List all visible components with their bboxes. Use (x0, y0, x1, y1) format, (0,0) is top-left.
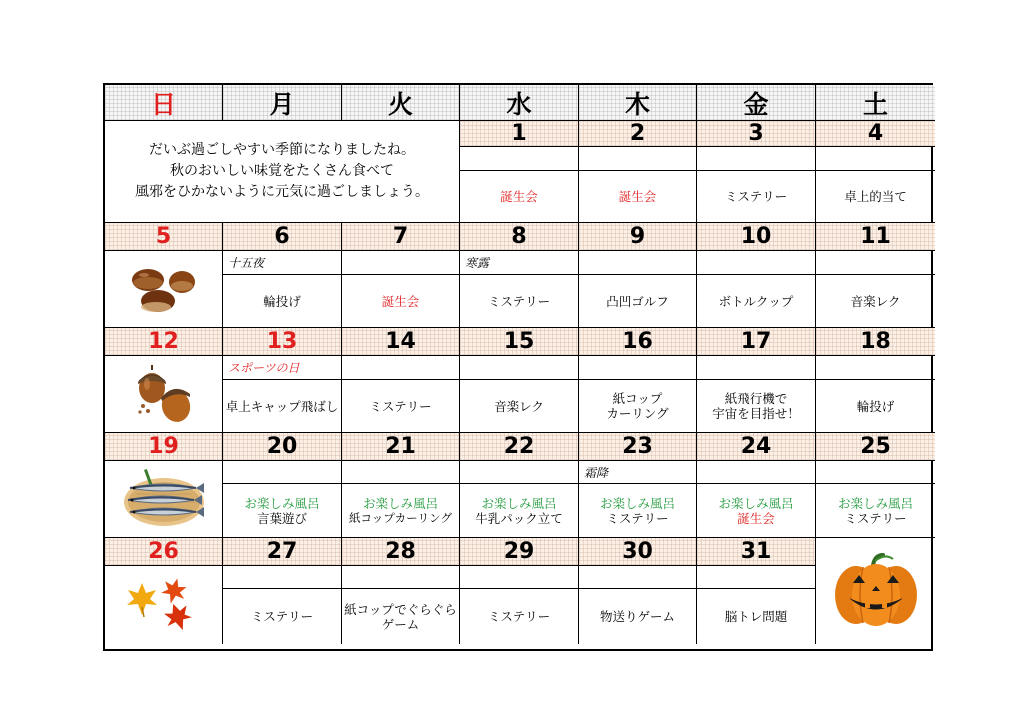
date-19: 19 (105, 433, 223, 461)
event-cell (816, 484, 935, 538)
event-cell (816, 380, 935, 433)
event-cell (460, 589, 579, 644)
event-cell: ボトルクップ (697, 275, 816, 328)
date-2: 2 (579, 121, 697, 147)
date-25: 25 (816, 433, 935, 461)
event-line: 紙コップでぐらぐら (344, 601, 457, 617)
event-cell (342, 380, 460, 433)
date-27: 27 (223, 538, 342, 566)
event-line: 言葉遊び (256, 510, 307, 526)
bath-label: お楽しみ風呂 (837, 495, 913, 511)
event-cell (342, 589, 460, 644)
note-cell (342, 356, 460, 380)
date-26: 26 (105, 538, 223, 566)
date-16: 16 (579, 328, 697, 356)
event-line: 輪投げ (856, 398, 895, 414)
event-cell (697, 589, 816, 644)
header-monday: 月 (223, 85, 342, 121)
bath-label: お楽しみ風呂 (599, 495, 675, 511)
note-cell (697, 461, 816, 484)
date-29: 29 (460, 538, 579, 566)
note-cell (697, 251, 816, 275)
note-cell (460, 147, 579, 171)
date-31: 31 (697, 538, 816, 566)
sanma-fish-icon (105, 461, 223, 538)
note-cell (223, 566, 342, 589)
event-cell (223, 380, 342, 433)
date-10: 10 (697, 223, 816, 251)
date-6: 6 (223, 223, 342, 251)
event-cell: 誕生会 (460, 171, 579, 223)
event-cell (579, 484, 697, 538)
note-sports-day: スポーツの日 (223, 356, 342, 380)
note-cell (460, 356, 579, 380)
date-9: 9 (579, 223, 697, 251)
note-cell (460, 461, 579, 484)
event-line: 物送りゲーム (599, 609, 675, 624)
event-cell: 卓上的当て (816, 171, 935, 223)
event-line: カーリング (606, 406, 669, 421)
note-cell (579, 356, 697, 380)
bath-label: お楽しみ風呂 (481, 495, 557, 511)
message-line: 秋のおいしい味覚をたくさん食べて (170, 163, 394, 179)
header-friday: 金 (697, 85, 816, 121)
event-line: 牛乳パック立て (475, 510, 563, 526)
date-28: 28 (342, 538, 460, 566)
note-cell (816, 461, 935, 484)
note-cell (223, 461, 342, 484)
note-kanro: 寒露 (460, 251, 579, 275)
note-soukou: 霜降 (579, 461, 697, 484)
date-18: 18 (816, 328, 935, 356)
greeting-message (105, 121, 460, 223)
event-cell (223, 589, 342, 644)
event-cell: 輪投げ (223, 275, 342, 328)
event-line: 紙飛行機で (724, 391, 788, 406)
date-12: 12 (105, 328, 223, 356)
note-cell (697, 356, 816, 380)
note-cell (579, 251, 697, 275)
event-cell (460, 380, 579, 433)
bath-label: お楽しみ風呂 (718, 495, 794, 511)
note-cell (816, 251, 935, 275)
note-jugoya: 十五夜 (223, 251, 342, 275)
bath-label: お楽しみ風呂 (244, 495, 320, 511)
event-line: 紙コップカーリング (349, 510, 452, 525)
date-1: 1 (460, 121, 579, 147)
event-cell (579, 589, 697, 644)
event-line: ミステリー (606, 510, 669, 526)
date-11: 11 (816, 223, 935, 251)
date-7: 7 (342, 223, 460, 251)
event-line: 宇宙を目指せ！ (712, 406, 800, 421)
event-cell: 音楽レク (816, 275, 935, 328)
note-cell (816, 147, 935, 171)
message-line: だいぶ過ごしやすい季節になりましたね。 (149, 142, 415, 158)
event-line: ミステリー (844, 510, 907, 526)
date-14: 14 (342, 328, 460, 356)
event-line: ミステリー (369, 398, 432, 414)
event-line: 卓上キャップ飛ばし (225, 398, 339, 414)
note-cell (460, 566, 579, 589)
event-line: 音楽レク (494, 398, 544, 414)
note-cell (697, 147, 816, 171)
header-tuesday: 火 (342, 85, 460, 121)
event-cell (223, 484, 342, 538)
event-line: 紙コップ (612, 391, 663, 406)
event-cell (342, 484, 460, 538)
date-5: 5 (105, 223, 223, 251)
event-cell (579, 380, 697, 433)
event-line: 誕生会 (737, 510, 775, 526)
note-cell (342, 251, 460, 275)
note-cell (342, 566, 460, 589)
october-calendar (103, 83, 933, 651)
date-13: 13 (223, 328, 342, 356)
event-cell: 誕生会 (342, 275, 460, 328)
event-cell: ミステリー (697, 171, 816, 223)
event-line: ミステリー (250, 609, 314, 624)
message-line: 風邪をひかないように元気に過ごしましょう。 (135, 184, 429, 200)
header-wednesday: 水 (460, 85, 579, 121)
date-24: 24 (697, 433, 816, 461)
date-4: 4 (816, 121, 935, 147)
event-line: 脳トレ問題 (724, 609, 788, 624)
note-cell (816, 356, 935, 380)
note-cell (579, 566, 697, 589)
event-cell: 凸凹ゴルフ (579, 275, 697, 328)
note-cell (579, 147, 697, 171)
note-cell (342, 461, 460, 484)
date-3: 3 (697, 121, 816, 147)
chestnut-icon (105, 251, 223, 328)
header-saturday: 土 (816, 85, 935, 121)
event-line: ゲーム (381, 616, 420, 632)
date-8: 8 (460, 223, 579, 251)
event-cell: 誕生会 (579, 171, 697, 223)
date-17: 17 (697, 328, 816, 356)
autumn-leaves-icon (105, 566, 223, 644)
date-22: 22 (460, 433, 579, 461)
event-cell (697, 380, 816, 433)
event-cell (460, 484, 579, 538)
date-23: 23 (579, 433, 697, 461)
pumpkin-icon (816, 538, 935, 644)
event-line: ミステリー (487, 609, 551, 624)
event-cell: ミステリー (460, 275, 579, 328)
date-21: 21 (342, 433, 460, 461)
date-20: 20 (223, 433, 342, 461)
event-cell (697, 484, 816, 538)
acorn-icon (105, 356, 223, 433)
header-sunday: 日 (105, 85, 223, 121)
bath-label: お楽しみ風呂 (362, 495, 438, 511)
note-cell (697, 566, 816, 589)
date-15: 15 (460, 328, 579, 356)
date-30: 30 (579, 538, 697, 566)
header-thursday: 木 (579, 85, 697, 121)
